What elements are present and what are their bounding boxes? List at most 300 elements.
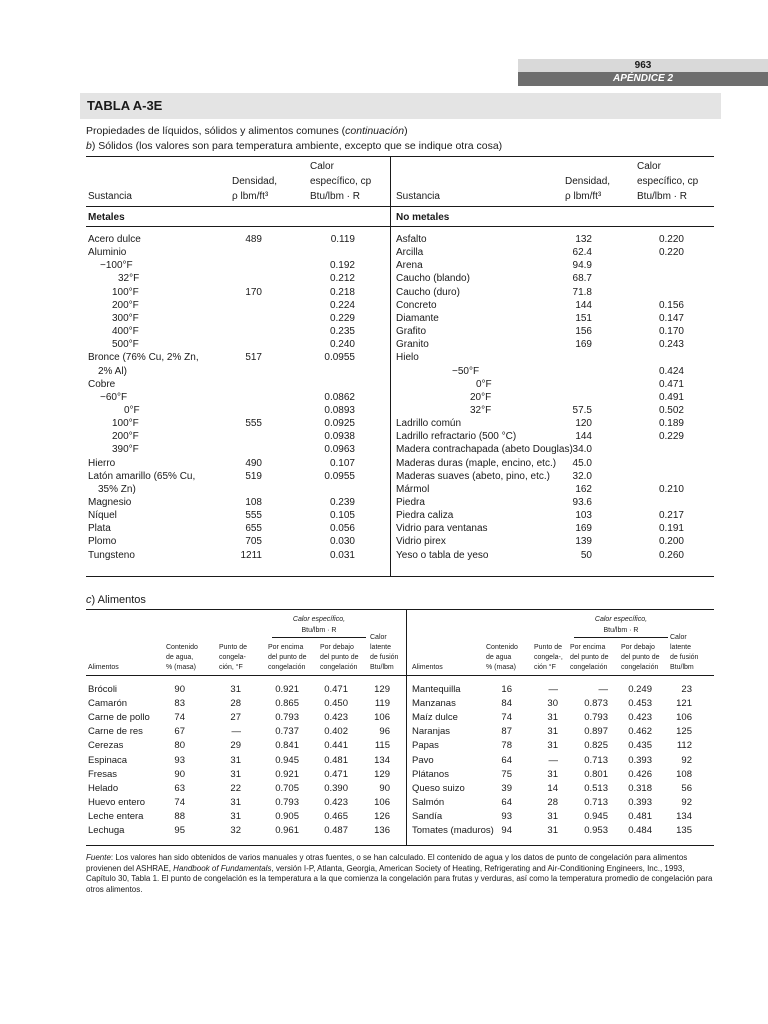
cp-header-l1: Calor <box>637 161 661 172</box>
food-freeze-value: 32 <box>230 825 241 836</box>
substance-name: Piedra caliza <box>396 510 454 522</box>
food-latent-value: 136 <box>374 825 390 836</box>
food-below-value: 0.402 <box>324 726 348 738</box>
below-freezing-header: del punto de <box>320 654 359 661</box>
cp-value: 0.056 <box>329 523 355 535</box>
density-value: 93.6 <box>572 497 592 508</box>
cp-value: 0.200 <box>658 536 684 548</box>
cp-value: 0.243 <box>658 339 684 351</box>
density-value: 655 <box>245 523 262 535</box>
substance-name: Ladrillo común <box>396 418 462 430</box>
food-water-value: 84 <box>501 698 512 710</box>
cp-value: 0.0925 <box>324 418 355 430</box>
food-water-value: 64 <box>501 754 512 766</box>
food-below-value: 0.249 <box>628 684 652 695</box>
substance-name: 200°F <box>112 431 139 443</box>
substance-name: Caucho (duro) <box>396 286 460 298</box>
food-name: Mantequilla <box>412 684 461 695</box>
food-water-value: 93 <box>501 810 512 822</box>
food-name: Sandía <box>412 810 443 822</box>
substance-name: Diamante <box>396 312 439 324</box>
substance-name: Hierro <box>88 457 116 469</box>
food-water-value: 78 <box>501 740 512 752</box>
cp-value: 0.218 <box>329 286 355 298</box>
substance-name: Grafito <box>396 326 427 338</box>
cp-header-l2: específico, cp <box>310 176 372 187</box>
food-water-value: 39 <box>501 782 512 794</box>
density-value: 45.0 <box>572 457 592 469</box>
food-above-value: 0.801 <box>584 768 608 780</box>
food-name: Manzanas <box>412 698 456 710</box>
food-latent-value: 135 <box>676 825 692 836</box>
density-value: 517 <box>245 352 262 364</box>
density-value: 169 <box>575 339 592 351</box>
below-freezing-header: congelación <box>320 664 358 671</box>
food-freeze-value: 31 <box>230 810 241 822</box>
cp-value: 0.217 <box>658 510 684 522</box>
cp-value: 0.030 <box>329 536 355 548</box>
water-content-header: % (masa) <box>486 664 516 671</box>
freezing-point-header: congela- <box>219 654 246 661</box>
food-water-value: 74 <box>501 712 512 724</box>
table-title-bar <box>80 93 721 119</box>
latent-heat-header: latente <box>670 644 692 651</box>
below-freezing-header: Por debajo <box>320 644 354 651</box>
freezing-point-header: Punto de <box>534 644 563 651</box>
density-value: 34.0 <box>572 444 592 456</box>
above-freezing-header: congelación <box>268 664 306 671</box>
food-water-value: 67 <box>174 726 185 738</box>
food-above-value: 0.793 <box>275 796 299 808</box>
food-name: Papas <box>412 740 439 752</box>
cp-value: 0.235 <box>329 326 355 338</box>
food-latent-value: 23 <box>681 684 692 695</box>
substance-name: 100°F <box>112 286 139 298</box>
food-latent-value: 115 <box>374 740 390 752</box>
substance-name: 300°F <box>112 312 139 324</box>
food-freeze-value: 28 <box>230 698 241 710</box>
below-freezing-header: Por debajo <box>621 644 655 651</box>
density-value: 132 <box>575 234 592 245</box>
food-latent-value: 92 <box>681 796 692 808</box>
substance-name: Acero dulce <box>88 234 141 245</box>
substance-name: Piedra <box>396 497 425 508</box>
food-freeze-value: 31 <box>230 754 241 766</box>
food-name: Queso suizo <box>412 782 465 794</box>
substance-name: −50°F <box>452 365 480 377</box>
density-value: 555 <box>245 510 262 522</box>
food-above-value: 0.921 <box>275 768 299 780</box>
food-below-value: 0.487 <box>324 825 348 836</box>
density-value: 1211 <box>240 549 262 561</box>
substance-name: Arena <box>396 260 423 272</box>
substance-name: 32°F <box>470 404 492 416</box>
group-underline <box>272 637 366 638</box>
food-name: Lechuga <box>88 825 125 836</box>
cp-value: 0.0963 <box>324 444 355 456</box>
food-freeze-value: — <box>231 726 241 738</box>
food-above-value: 0.825 <box>584 740 608 752</box>
food-name: Leche entera <box>88 810 144 822</box>
food-above-value: 0.873 <box>584 698 608 710</box>
density-value: 50 <box>580 549 592 561</box>
cp-value: 0.220 <box>658 234 684 245</box>
food-below-value: 0.450 <box>324 698 348 710</box>
substance-name: 500°F <box>112 339 139 351</box>
food-freeze-value: 30 <box>547 698 558 710</box>
food-name: Carne de res <box>88 726 143 738</box>
rule <box>86 156 714 157</box>
density-value: 120 <box>575 418 592 430</box>
food-above-value: 0.793 <box>584 712 608 724</box>
rule <box>86 675 714 676</box>
food-latent-value: 56 <box>681 782 692 794</box>
substance-name: Maderas suaves (abeto, pino, etc.) <box>396 470 550 482</box>
food-freeze-value: 31 <box>547 810 558 822</box>
cp-value: 0.260 <box>658 549 684 561</box>
substance-name: −100°F <box>100 260 133 272</box>
freezing-point-header: congela-, <box>534 654 563 661</box>
food-water-value: 88 <box>174 810 185 822</box>
food-below-value: 0.318 <box>628 782 652 794</box>
calor-especifico-group: Calor específico, <box>594 616 648 623</box>
density-value: 489 <box>245 234 262 245</box>
density-value: 705 <box>245 536 262 548</box>
calor-especifico-group: Calor específico, <box>292 616 346 623</box>
food-below-value: 0.453 <box>628 698 652 710</box>
food-above-value: 0.793 <box>275 712 299 724</box>
food-water-value: 16 <box>501 684 512 695</box>
food-above-value: 0.953 <box>584 825 608 836</box>
food-freeze-value: 28 <box>547 796 558 808</box>
food-freeze-value: 31 <box>547 825 558 836</box>
cp-header-l1: Calor <box>310 161 334 172</box>
substance-name: Plata <box>88 523 111 535</box>
food-name: Plátanos <box>412 768 449 780</box>
food-below-value: 0.435 <box>628 740 652 752</box>
food-freeze-value: 22 <box>230 782 241 794</box>
food-freeze-value: 31 <box>230 796 241 808</box>
food-name: Brócoli <box>88 684 118 695</box>
substance-name: Vidrio pirex <box>396 536 446 548</box>
food-below-value: 0.481 <box>628 810 652 822</box>
substance-name: 0°F <box>124 404 140 416</box>
food-water-value: 95 <box>174 825 185 836</box>
cp-value: 0.224 <box>329 299 355 311</box>
food-above-value: 0.945 <box>584 810 608 822</box>
food-freeze-value: 31 <box>230 684 241 695</box>
food-name: Maíz dulce <box>412 712 458 724</box>
column-divider <box>390 156 391 576</box>
caption-line-1: Propiedades de líquidos, sólidos y alimentos comunes (continuación) <box>86 125 408 137</box>
cp-value: 0.212 <box>329 273 355 285</box>
density-value: 103 <box>575 510 592 522</box>
cp-value: 0.220 <box>658 247 684 259</box>
latent-heat-header: de fusión <box>370 654 399 661</box>
substance-name: Bronce (76% Cu, 2% Zn, <box>88 352 199 364</box>
cp-value: 0.210 <box>658 483 684 495</box>
food-latent-value: 121 <box>676 698 692 710</box>
substance-name: 100°F <box>112 418 139 430</box>
food-above-value: 0.713 <box>584 754 608 766</box>
food-freeze-value: 14 <box>547 782 558 794</box>
latent-heat-header: Btu/lbm <box>670 664 694 671</box>
food-name: Camarón <box>88 698 128 710</box>
food-latent-value: 134 <box>676 810 692 822</box>
section-no-metales: No metales <box>396 212 450 223</box>
group-underline <box>574 637 668 638</box>
page-number: 963 <box>518 59 768 72</box>
rule <box>86 845 714 846</box>
food-name: Pavo <box>412 754 434 766</box>
density-value: 162 <box>575 483 592 495</box>
food-above-value: 0.713 <box>584 796 608 808</box>
foods-title: c) Alimentos <box>86 594 146 606</box>
density-value: 151 <box>575 312 592 324</box>
above-freezing-header: del punto de <box>268 654 307 661</box>
density-value: 57.5 <box>572 404 592 416</box>
cp-value: 0.105 <box>329 510 355 522</box>
footnote: Fuente: Los valores han sido obtenidos de varios manuales y otras fuentes, o se han calculado. El contenido de agua y los datos de punto de congelación para alimentos provienen del ASHRAE, Handbook of Fundamentals, versión I-P, Atlanta, Georgia, American Society of Heating, Refrigerating and Air-Conditioning Engineers, Inc., 1993, Capítulo 30, Tabla 1. El punto de congelación es la temperatura a la que comienza la congelación para frutas y verduras, así como la temperatura promedio de congelación para otros alimentos. <box>86 853 713 894</box>
above-freezing-header: congelación <box>570 664 608 671</box>
food-water-value: 80 <box>174 740 185 752</box>
substance-name: Arcilla <box>396 247 424 259</box>
food-water-value: 90 <box>174 768 185 780</box>
food-water-value: 74 <box>174 796 185 808</box>
cp-value: 0.491 <box>658 391 684 403</box>
density-header-l2: ρ lbm/ft³ <box>232 191 269 202</box>
water-content-header: de agua <box>486 654 512 661</box>
food-below-value: 0.484 <box>628 825 652 836</box>
food-water-value: 64 <box>501 796 512 808</box>
substance-name: Ladrillo refractario (500 °C) <box>396 431 517 443</box>
density-value: 62.4 <box>572 247 592 259</box>
food-freeze-value: 31 <box>547 712 558 724</box>
substance-name: Aluminio <box>88 247 127 259</box>
cp-value: 0.424 <box>658 365 684 377</box>
food-below-value: 0.393 <box>628 796 652 808</box>
below-freezing-header: congelación <box>621 664 659 671</box>
food-freeze-value: 31 <box>547 740 558 752</box>
food-water-value: 83 <box>174 698 185 710</box>
cp-value: 0.0955 <box>324 352 355 364</box>
food-freeze-value: 31 <box>547 768 558 780</box>
above-freezing-header: Por encima <box>570 644 606 651</box>
substance-name: Asfalto <box>396 234 427 245</box>
rule <box>86 609 714 610</box>
density-value: 139 <box>575 536 592 548</box>
density-value: 156 <box>575 326 592 338</box>
density-value: 490 <box>245 457 262 469</box>
substance-name: Concreto <box>396 299 437 311</box>
food-name: Tomates (maduros) <box>412 825 494 836</box>
food-water-value: 63 <box>174 782 185 794</box>
substance-name: Tungsteno <box>88 549 135 561</box>
calor-especifico-units: Btu/lbm · R <box>301 627 337 634</box>
substance-name: 200°F <box>112 299 139 311</box>
freezing-point-header: ción, °F <box>219 664 243 671</box>
food-latent-value: 126 <box>374 810 390 822</box>
food-name: Carne de pollo <box>88 712 150 724</box>
substance-name: Granito <box>396 339 429 351</box>
food-above-value: 0.865 <box>275 698 299 710</box>
density-value: 71.8 <box>572 286 592 298</box>
food-below-value: 0.393 <box>628 754 652 766</box>
food-latent-value: 125 <box>676 726 692 738</box>
food-water-value: 90 <box>174 684 185 695</box>
food-latent-value: 108 <box>676 768 692 780</box>
food-latent-value: 106 <box>676 712 692 724</box>
food-name: Naranjas <box>412 726 451 738</box>
foods-header: Alimentos <box>412 664 443 671</box>
substance-name: 32°F <box>118 273 140 285</box>
food-below-value: 0.441 <box>324 740 348 752</box>
food-water-value: 87 <box>501 726 512 738</box>
food-latent-value: 90 <box>379 782 390 794</box>
freezing-point-header: ción °F <box>534 664 556 671</box>
density-value: 32.0 <box>572 470 592 482</box>
food-latent-value: 129 <box>374 768 390 780</box>
cp-value: 0.156 <box>658 299 684 311</box>
density-value: 519 <box>245 470 262 482</box>
food-above-value: 0.897 <box>584 726 608 738</box>
substance-name: 400°F <box>112 326 139 338</box>
cp-header-l3: Btu/lbm · R <box>637 191 688 202</box>
substance-name: 390°F <box>112 444 139 456</box>
cp-value: 0.107 <box>329 457 355 469</box>
food-freeze-value: 27 <box>230 712 241 724</box>
food-below-value: 0.423 <box>324 796 348 808</box>
food-water-value: 93 <box>174 754 185 766</box>
above-freezing-header: Por encima <box>268 644 304 651</box>
column-divider <box>406 609 407 845</box>
density-value: 144 <box>575 299 592 311</box>
substance-name: Latón amarillo (65% Cu, <box>88 470 196 482</box>
substance-name: Madera contrachapada (abeto Douglas) <box>396 444 573 456</box>
cp-value: 0.191 <box>658 523 684 535</box>
cp-value: 0.471 <box>658 378 684 390</box>
food-name: Fresas <box>88 768 118 780</box>
cp-value: 0.229 <box>658 431 684 443</box>
cp-value: 0.502 <box>658 404 684 416</box>
substance-name: 35% Zn) <box>98 483 136 495</box>
cp-value: 0.0862 <box>324 391 355 403</box>
cp-value: 0.229 <box>329 312 355 324</box>
food-freeze-value: 31 <box>230 768 241 780</box>
caption-line-2: b) Sólidos (los valores son para temperatura ambiente, excepto que se indique otra cosa) <box>86 140 503 152</box>
cp-value: 0.189 <box>658 418 684 430</box>
cp-value: 0.192 <box>329 260 355 272</box>
food-above-value: 0.921 <box>275 684 299 695</box>
food-latent-value: 134 <box>374 754 390 766</box>
cp-value: 0.239 <box>329 497 355 508</box>
substance-name: Maderas duras (maple, encino, etc.) <box>396 457 557 469</box>
density-header-l1: Densidad, <box>232 176 278 187</box>
substance-name: Mármol <box>396 483 430 495</box>
substance-header: Sustancia <box>396 191 440 202</box>
food-freeze-value: — <box>548 684 558 695</box>
food-below-value: 0.471 <box>324 684 348 695</box>
section-metales: Metales <box>88 212 125 223</box>
food-water-value: 94 <box>501 825 512 836</box>
substance-name: Yeso o tabla de yeso <box>396 549 489 561</box>
substance-name: Vidrio para ventanas <box>396 523 488 535</box>
food-above-value: 0.513 <box>584 782 608 794</box>
food-name: Salmón <box>412 796 445 808</box>
cp-value: 0.119 <box>330 234 355 245</box>
food-below-value: 0.481 <box>324 754 348 766</box>
food-name: Espinaca <box>88 754 128 766</box>
water-content-header: % (masa) <box>166 664 196 671</box>
density-value: 169 <box>575 523 592 535</box>
foods-header: Alimentos <box>88 664 119 671</box>
density-header-l1: Densidad, <box>565 176 611 187</box>
substance-name: 20°F <box>470 391 492 403</box>
substance-name: Plomo <box>88 536 117 548</box>
rule <box>86 576 714 577</box>
food-freeze-value: 29 <box>230 740 241 752</box>
cp-value: 0.0938 <box>324 431 355 443</box>
food-above-value: 0.945 <box>275 754 299 766</box>
calor-especifico-units: Btu/lbm · R <box>603 627 639 634</box>
appendix-label: APÉNDICE 2 <box>518 72 768 86</box>
density-value: 68.7 <box>572 273 592 285</box>
density-header-l2: ρ lbm/ft³ <box>565 191 602 202</box>
food-latent-value: 119 <box>374 698 390 710</box>
food-name: Helado <box>88 782 119 794</box>
food-below-value: 0.426 <box>628 768 652 780</box>
food-latent-value: 92 <box>681 754 692 766</box>
food-name: Huevo entero <box>88 796 146 808</box>
food-latent-value: 106 <box>374 796 390 808</box>
density-value: 94.9 <box>572 260 592 272</box>
food-below-value: 0.471 <box>324 768 348 780</box>
substance-name: −60°F <box>100 391 128 403</box>
food-below-value: 0.390 <box>324 782 348 794</box>
density-value: 108 <box>245 497 262 508</box>
food-above-value: 0.905 <box>275 810 299 822</box>
food-name: Cerezas <box>88 740 124 752</box>
cp-value: 0.0955 <box>324 470 355 482</box>
food-below-value: 0.465 <box>324 810 348 822</box>
food-above-value: 0.737 <box>275 726 299 738</box>
cp-value: 0.240 <box>329 339 355 351</box>
latent-heat-header: Calor <box>670 634 687 641</box>
food-above-value: 0.841 <box>275 740 299 752</box>
cp-value: 0.0893 <box>324 404 355 416</box>
cp-value: 0.031 <box>329 549 355 561</box>
below-freezing-header: del punto de <box>621 654 660 661</box>
density-value: 555 <box>245 418 262 430</box>
substance-name: Hielo <box>396 352 419 364</box>
food-below-value: 0.462 <box>628 726 652 738</box>
water-content-header: de agua, <box>166 654 194 661</box>
freezing-point-header: Punto de <box>219 644 248 651</box>
water-content-header: Contenido <box>486 644 518 651</box>
rule <box>86 226 714 227</box>
cp-value: 0.170 <box>658 326 684 338</box>
density-value: 144 <box>575 431 592 443</box>
latent-heat-header: Btu/lbm <box>370 664 394 671</box>
substance-name: 2% Al) <box>98 365 127 377</box>
cp-value: 0.147 <box>658 312 684 324</box>
substance-name: Níquel <box>88 510 117 522</box>
food-below-value: 0.423 <box>324 712 348 724</box>
substance-name: 0°F <box>476 378 492 390</box>
substance-header: Sustancia <box>88 191 132 202</box>
cp-header-l2: específico, cp <box>637 176 699 187</box>
rule <box>86 206 714 207</box>
